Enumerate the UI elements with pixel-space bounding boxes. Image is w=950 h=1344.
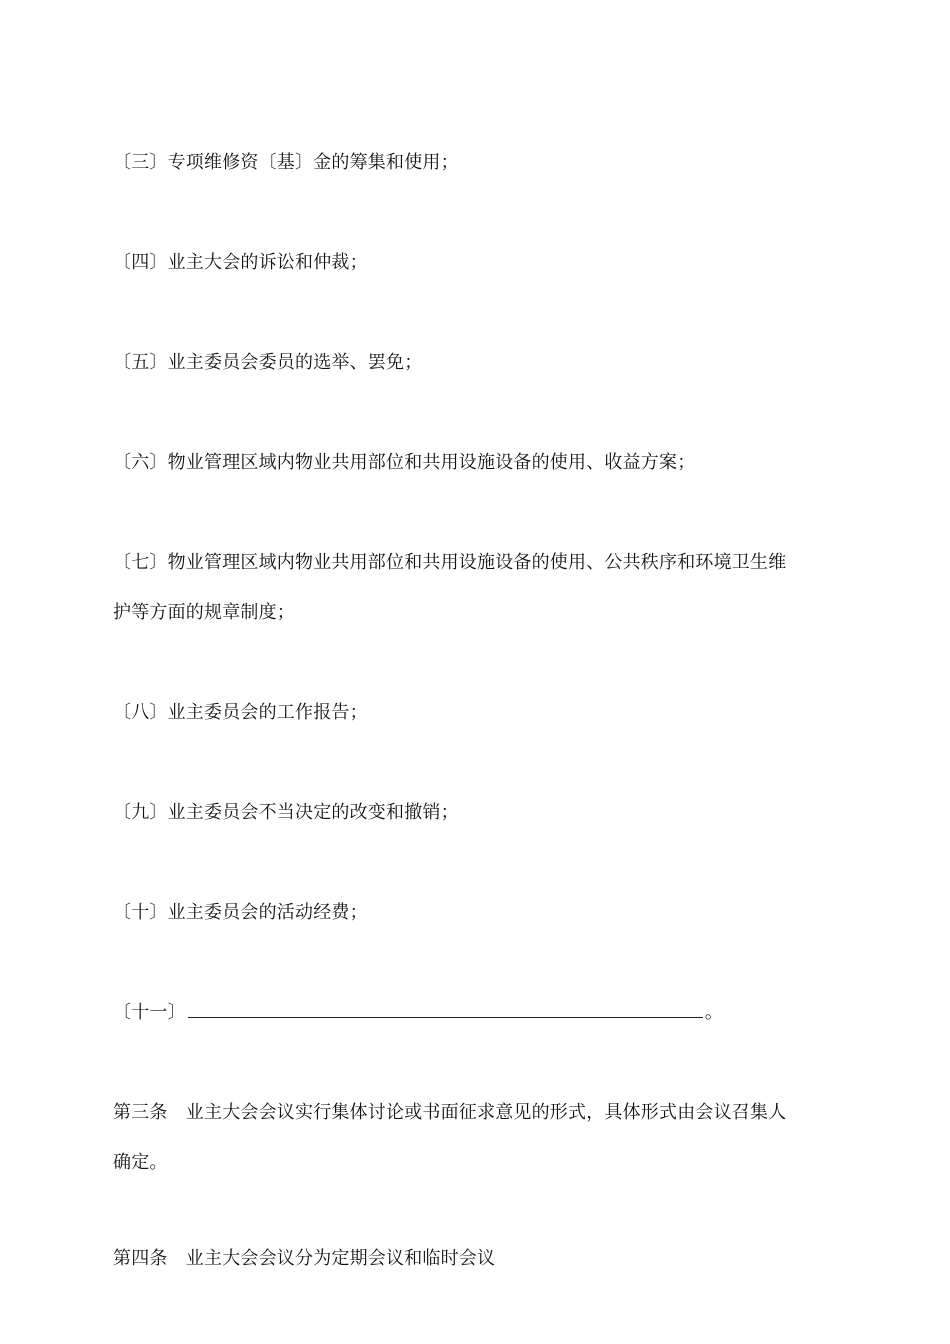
article-3-line-2: 确定。 <box>113 1152 168 1173</box>
item-3: 〔三〕专项维修资〔基〕金的筹集和使用； <box>113 152 459 173</box>
item-11-prefix: 〔十一〕 <box>113 1002 186 1023</box>
item-5: 〔五〕业主委员会委员的选举、罢免； <box>113 352 423 373</box>
item-4: 〔四〕业主大会的诉讼和仲裁； <box>113 252 368 273</box>
article-3-line-1: 第三条 业主大会会议实行集体讨论或书面征求意见的形式，具体形式由会议召集人 <box>113 1102 787 1123</box>
item-9: 〔九〕业主委员会不当决定的改变和撤销； <box>113 802 459 823</box>
item-6: 〔六〕物业管理区域内物业共用部位和共用设施设备的使用、收益方案； <box>113 452 696 473</box>
item-11-suffix: 。 <box>704 1002 724 1023</box>
item-8: 〔八〕业主委员会的工作报告； <box>113 702 368 723</box>
article-4-line-1: 第四条 业主大会会议分为定期会议和临时会议 <box>113 1248 496 1269</box>
item-10: 〔十〕业主委员会的活动经费； <box>113 902 368 923</box>
item-7-line-1: 〔七〕物业管理区域内物业共用部位和共用设施设备的使用、公共秩序和环境卫生维 <box>113 552 787 573</box>
item-11 <box>113 1001 843 1025</box>
item-7-line-2: 护等方面的规章制度； <box>113 602 295 623</box>
fill-in-blank-line <box>188 1002 703 1018</box>
